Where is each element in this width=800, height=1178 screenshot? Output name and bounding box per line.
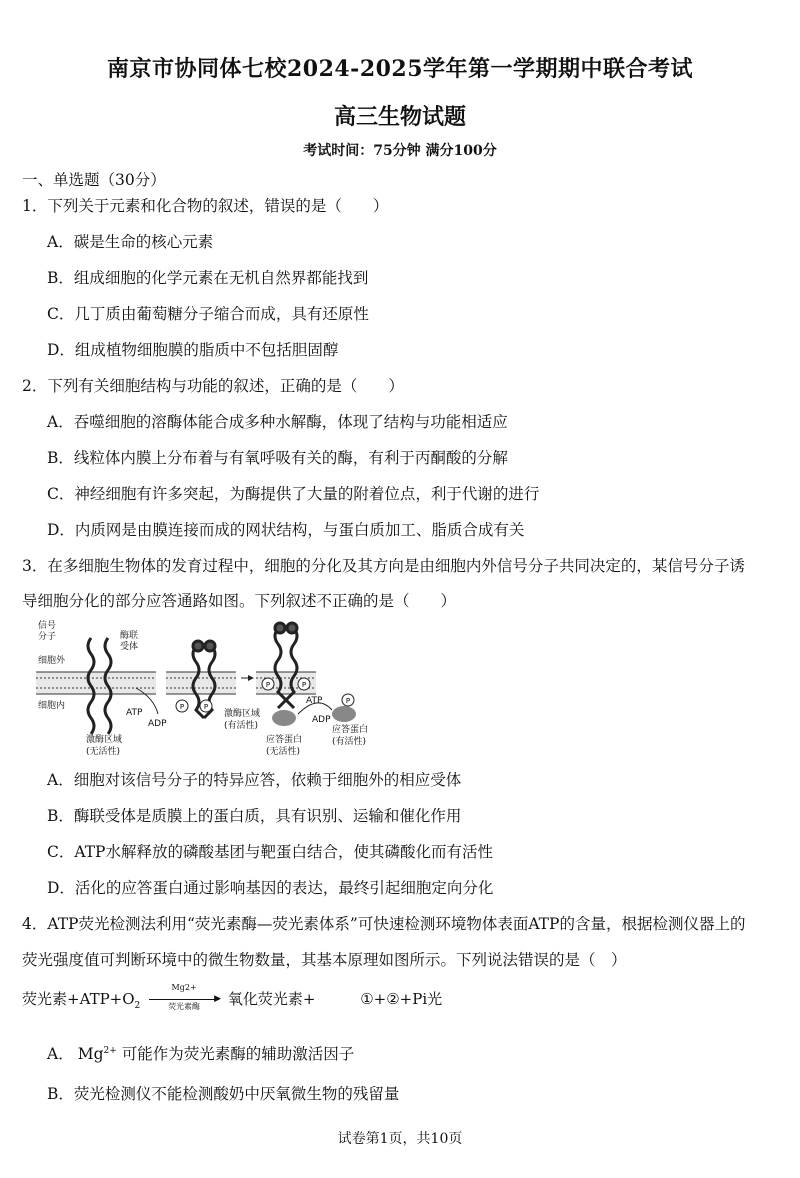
label-response-active-1: 应答蛋白 [332, 725, 369, 735]
eq-reactants: 荧光素+ATP+O [22, 990, 135, 1008]
label-kinase-inactive-2: (无活性) [86, 747, 121, 757]
phosphate-label: P [179, 703, 185, 711]
label-kinase-active-1: 激酶区域 [224, 709, 261, 719]
label-receptor-1: 酶联 [120, 631, 139, 641]
label-receptor-2: 受体 [120, 642, 139, 652]
label-adp: ADP [148, 719, 167, 729]
q3-option-b: B．酶联受体是质膜上的蛋白质，具有识别、运输和催化作用 [47, 807, 462, 825]
label-signal: 信号 [38, 621, 57, 631]
q4-stem-line2: 荧光强度值可判断环境中的微生物数量，其基本原理如图所示。下列说法错误的是（ ） [22, 951, 627, 969]
q1-option-b: B．组成细胞的化学元素在无机自然界都能找到 [47, 269, 369, 287]
eq-products: 氧化荧光素+ [227, 990, 316, 1008]
q3-option-a: A．细胞对该信号分子的特异应答，依赖于细胞外的相应受体 [47, 771, 462, 789]
page-footer: 试卷第1页，共10页 [337, 1131, 463, 1147]
eq-products-tail: ①+②+Pi光 [360, 990, 443, 1008]
q2-option-c: C．神经细胞有许多突起，为酶提供了大量的附着位点，利于代谢的进行 [47, 485, 540, 503]
phosphate-label: P [203, 703, 209, 711]
exam-subtitle: 高三生物试题 [333, 104, 466, 130]
q3-stem-line1: 3．在多细胞生物体的发育过程中，细胞的分化及其方向是由细胞内外信号分子共同决定的，某信号分子诱 [22, 557, 745, 575]
q2-stem: 2．下列有关细胞结构与功能的叙述，正确的是（ ） [22, 377, 404, 395]
q4-stem-line1: 4．ATP荧光检测法利用“荧光素酶—荧光素体系”可快速检测环境物体表面ATP的含量，根据检测仪器上的 [22, 915, 746, 933]
label-inside: 细胞内 [38, 701, 66, 711]
q4-option-a: A． $Mg^{2+}$ 可能作为荧光素酶的辅助激活因子 [47, 1045, 355, 1063]
eq-subscript: 2 [134, 1001, 141, 1011]
q1-stem: 1．下列关于元素和化合物的叙述，错误的是（ ） [22, 197, 389, 215]
label-response-inactive-2: (无活性) [266, 747, 301, 757]
q4-option-b: B．荧光检测仪不能检测酸奶中厌氧微生物的残留量 [47, 1085, 400, 1103]
reaction-arrow: Mg2+ ▶ 荧光素酶 [149, 991, 219, 1009]
phosphate-label: P [345, 697, 351, 705]
exam-title: 南京市协同体七校2024-2025学年第一学期期中联合考试 [106, 56, 694, 82]
label-adp-2: ADP [312, 715, 331, 725]
exam-info: 考试时间：75分钟 满分100分 [303, 143, 497, 159]
label-atp: ATP [126, 708, 143, 718]
q3-stem-line2: 导细胞分化的部分应答通路如图。下列叙述不正确的是（ ） [22, 592, 457, 610]
label-kinase-inactive-1: 激酶区域 [86, 735, 123, 745]
response-protein-active [332, 706, 356, 722]
label-response-inactive-1: 应答蛋白 [266, 735, 303, 745]
label-kinase-active-2: (有活性) [224, 721, 259, 731]
label-outside: 细胞外 [38, 656, 66, 666]
receptor-active [275, 623, 297, 708]
response-protein-inactive [272, 710, 296, 726]
reaction-equation [22, 983, 443, 1011]
label-molecule: 分子 [38, 632, 57, 642]
q1-option-d: D．组成植物细胞膜的脂质中不包括胆固醇 [47, 341, 339, 359]
eq-enzyme: 荧光素酶 [168, 1002, 201, 1011]
q1-option-c: C．几丁质由葡萄糖分子缩合而成，具有还原性 [47, 305, 369, 323]
phosphate-label: P [301, 681, 307, 689]
section-heading: 一、单选题（30分） [22, 171, 166, 189]
q3-option-d: D．活化的应答蛋白通过影响基因的表达，最终引起细胞定向分化 [47, 879, 494, 897]
label-response-active-2: (有活性) [332, 737, 367, 747]
q1-option-a: A．碳是生命的核心元素 [47, 233, 214, 251]
label-atp-2: ATP [306, 696, 323, 706]
phosphate-label: P [265, 681, 271, 689]
q3-option-c: C．ATP水解释放的磷酸基团与靶蛋白结合，使其磷酸化而有活性 [47, 843, 493, 861]
q2-option-d: D．内质网是由膜连接而成的网状结构，与蛋白质加工、脂质合成有关 [47, 521, 525, 539]
eq-catalyst-ion: Mg2+ [171, 983, 197, 992]
q2-option-a: A．吞噬细胞的溶酶体能合成多种水解酶，体现了结构与功能相适应 [47, 413, 508, 431]
signal-pathway-figure [36, 618, 396, 760]
q2-option-b: B．线粒体内膜上分布着与有氧呼吸有关的酶，有利于丙酮酸的分解 [47, 449, 508, 467]
